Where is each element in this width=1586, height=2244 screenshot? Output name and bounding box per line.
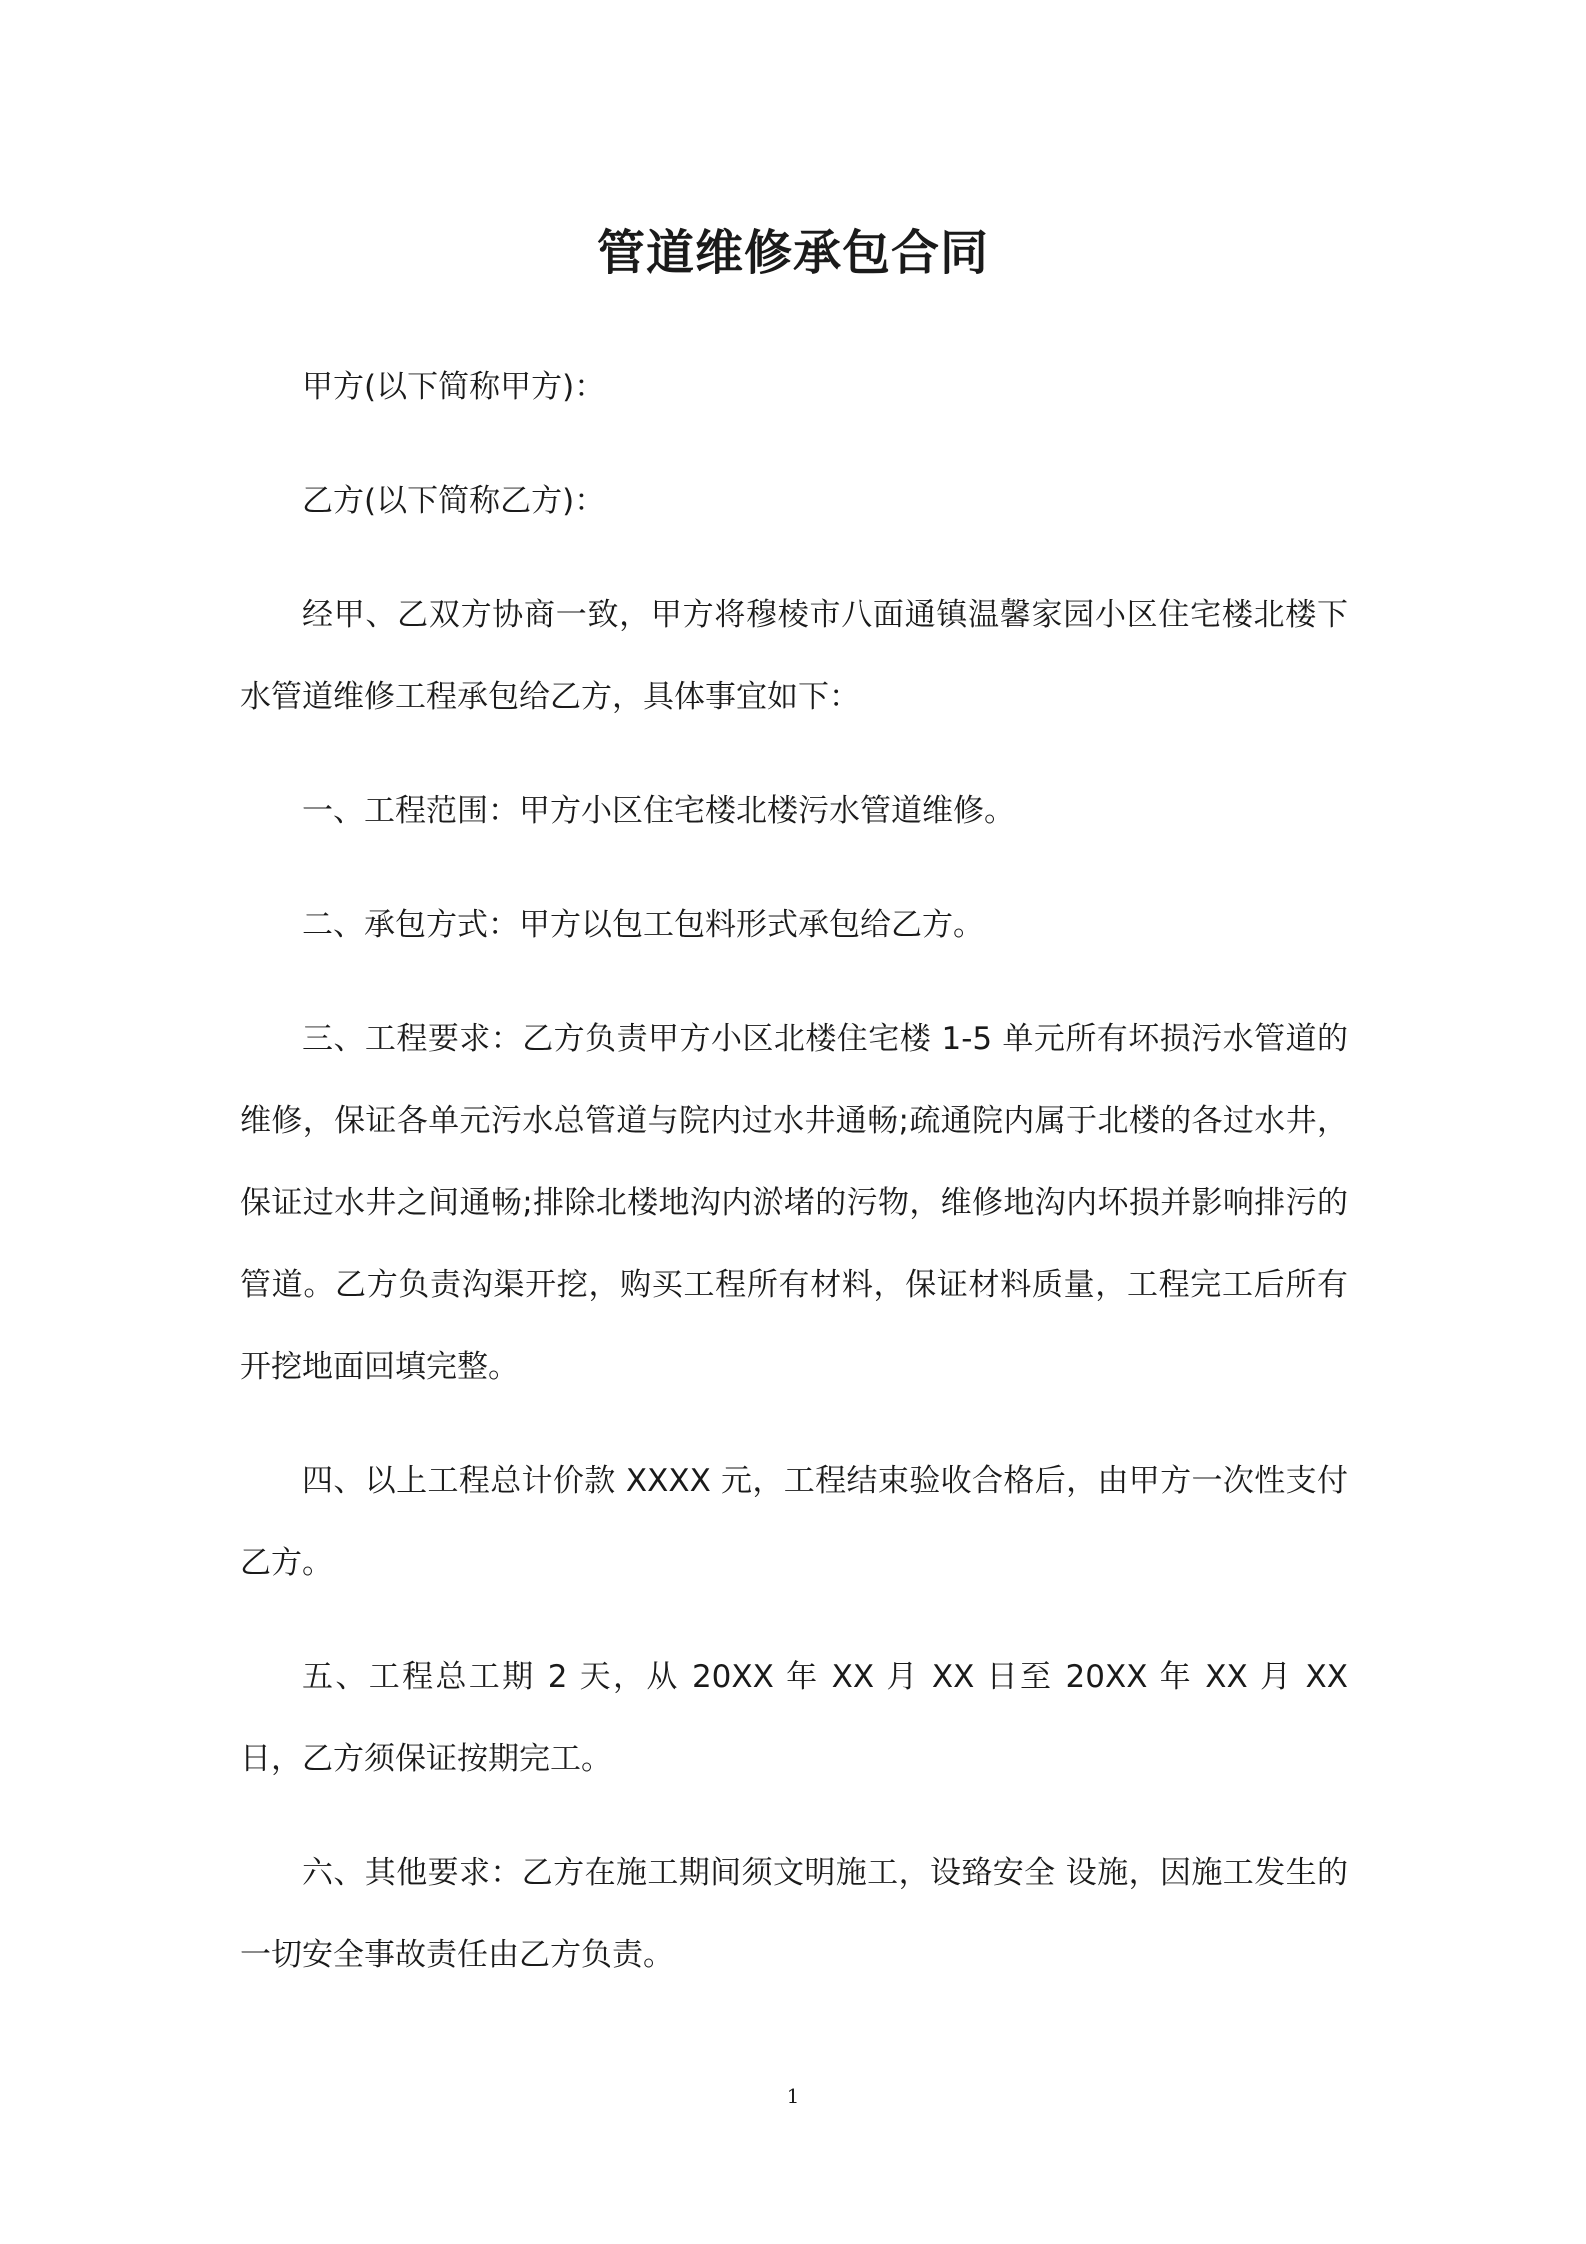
clause-other: 六、其他要求：乙方在施工期间须文明施工，设臵安全 设施，因施工发生的一切安全事故责任由乙方负责。 — [240, 1855, 1348, 1973]
page-number: 1 — [786, 2084, 800, 2108]
clause-price: 四、以上工程总计价款 XXXX 元，工程结束验收合格后，由甲方一次性支付乙方。 — [240, 1463, 1348, 1581]
document-body — [240, 346, 1348, 1996]
party-a-line: 甲方(以下简称甲方)： — [302, 369, 606, 405]
clause-schedule: 五、工程总工期 2 天，从 20XX 年 XX 月 XX 日至 20XX 年 XX 月 XX 日，乙方须保证按期完工。 — [240, 1659, 1348, 1777]
clause-scope: 一、工程范围：甲方小区住宅楼北楼污水管道维修。 — [302, 793, 1015, 829]
clause-requirements: 三、工程要求：乙方负责甲方小区北楼住宅楼 1-5 单元所有坏损污水管道的维修，保证各单元污水总管道与院内过水井通畅;疏通院内属于北楼的各过水井，保证过水井之间通畅;排除北楼地沟内淤堵的污物，维修地沟内坏损并影响排污的管道。乙方负责沟渠开挖，购买工程所有材料，保证材料质量，工程完工后所有开挖地面回填完整。 — [240, 1021, 1348, 1385]
clause-contract-method: 二、承包方式：甲方以包工包料形式承包给乙方。 — [302, 907, 984, 943]
intro-paragraph: 经甲、乙双方协商一致，甲方将穆棱市八面通镇温馨家园小区住宅楼北楼下水管道维修工程承包给乙方，具体事宜如下： — [240, 597, 1348, 715]
party-b-line: 乙方(以下简称乙方)： — [302, 483, 606, 519]
document-title: 管道维修承包合同 — [596, 225, 989, 281]
